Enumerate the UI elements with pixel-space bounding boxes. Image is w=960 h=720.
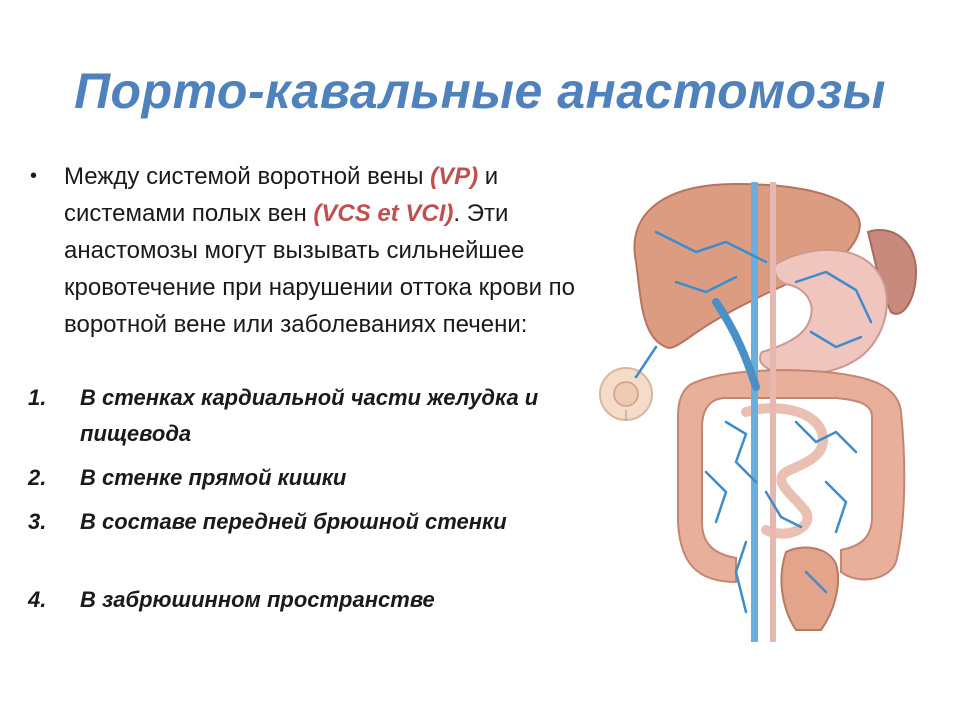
vena-cava-shape (751, 182, 758, 642)
intro-text-part1: Между системой воротной вены (64, 163, 431, 190)
list-item (28, 504, 618, 540)
rectum-shape (781, 548, 838, 630)
list-item-text: В стенке прямой кишки (80, 465, 347, 490)
vcs-vci-abbreviation: (VCS et VCI) (313, 200, 454, 227)
list-item (28, 582, 618, 618)
list-item (28, 460, 618, 496)
intro-text-part3: . Эти анастомозы могут вызывать сильнейшее кровотечение при нарушении оттока крови по воротной вене или заболеваниях печени: (64, 200, 576, 338)
list-item-number: 2. (28, 465, 47, 490)
list-item (28, 380, 618, 452)
slide-title: Порто-кавальные анастомозы (74, 63, 886, 119)
list-item-text: В забрюшинном пространстве (80, 587, 435, 612)
bullet-icon: • (30, 165, 38, 187)
list-item-text: В составе передней брюшной стенки (80, 509, 507, 534)
aorta-shape (770, 182, 776, 642)
list-item-number: 3. (28, 509, 47, 534)
abdominal-anatomy-illustration (596, 172, 936, 650)
list-item-number: 4. (28, 587, 47, 612)
stomach-shape (760, 250, 887, 375)
list-item-text: В стенках кардиальной части желудка и пищевода (80, 385, 539, 446)
umbilicus-icon (600, 368, 652, 420)
intro-bullet-point (30, 158, 610, 343)
anastomosis-list (28, 380, 618, 618)
intro-text (64, 158, 610, 343)
list-item-number: 1. (28, 385, 47, 410)
vp-abbreviation: (VP) (430, 163, 479, 190)
intro-text-part2: и системами полых вен (64, 163, 499, 227)
